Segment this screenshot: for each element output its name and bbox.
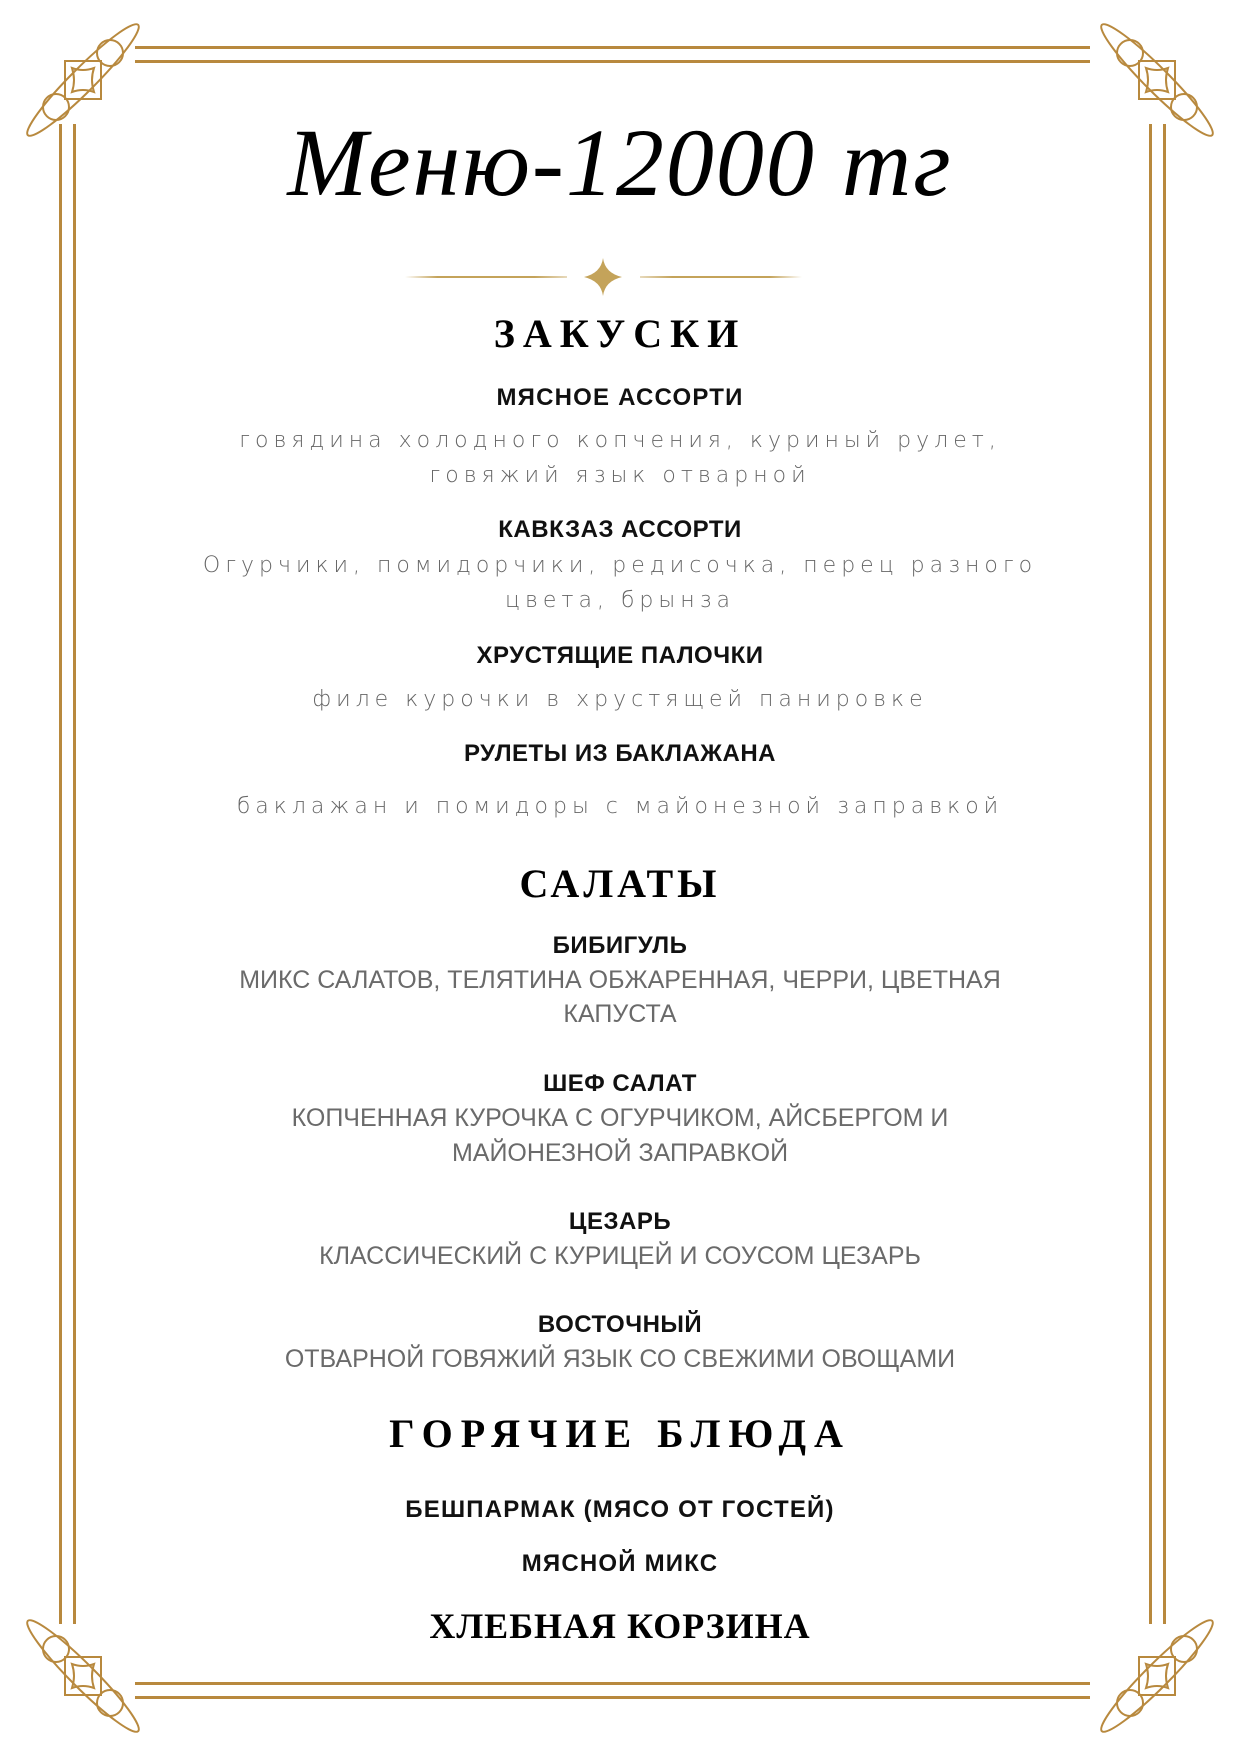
menu-item-desc: КЛАССИЧЕСКИЙ С КУРИЦЕЙ И СОУСОМ ЦЕЗАРЬ bbox=[319, 1242, 921, 1270]
frame-bottom-inner-line bbox=[135, 1682, 1090, 1685]
menu-item-name: БИБИГУЛЬ bbox=[552, 932, 688, 959]
menu-item-desc: баклажан и помидоры с майонезной заправкой bbox=[236, 794, 1004, 819]
menu-item-desc: цвета, брынза bbox=[505, 588, 735, 613]
menu-item-desc: МАЙОНЕЗНОЙ ЗАПРАВКОЙ bbox=[451, 1139, 789, 1167]
four-point-star-icon bbox=[584, 258, 622, 296]
menu-item-name: ЦЕЗАРЬ bbox=[568, 1208, 672, 1235]
menu-item-name: МЯСНОЙ МИКС bbox=[521, 1550, 719, 1577]
menu-item-desc: КОПЧЕННАЯ КУРОЧКА С ОГУРЧИКОМ, АЙСБЕРГОМ И bbox=[291, 1104, 949, 1132]
menu-item-name: КАВКЗАЗ АССОРТИ bbox=[498, 516, 742, 543]
menu-item-name: РУЛЕТЫ ИЗ БАКЛАЖАНА bbox=[463, 740, 776, 767]
frame-top-outer-line bbox=[135, 46, 1090, 49]
bread-basket-heading: ХЛЕБНАЯ КОРЗИНА bbox=[429, 1606, 811, 1646]
menu-item-name: МЯСНОЕ АССОРТИ bbox=[496, 384, 744, 411]
menu-title: Меню-12000 тг bbox=[287, 109, 953, 216]
menu-item-desc: МИКС САЛАТОВ, ТЕЛЯТИНА ОБЖАРЕННАЯ, ЧЕРРИ, ЦВЕТНАЯ bbox=[239, 966, 1001, 994]
menu-item-desc: говядина холодного копчения, куриный рулет, bbox=[239, 428, 1001, 453]
menu-item-desc: филе курочки в хрустящей панировке bbox=[312, 687, 928, 712]
menu-item-name: ШЕФ САЛАТ bbox=[543, 1070, 697, 1097]
menu-item-desc: ОТВАРНОЙ ГОВЯЖИЙ ЯЗЫК СО СВЕЖИМИ ОВОЩАМИ bbox=[284, 1345, 956, 1373]
section-heading-hot-dishes: ГОРЯЧИЕ БЛЮДА bbox=[389, 1411, 851, 1456]
section-heading-appetizers: ЗАКУСКИ bbox=[493, 311, 747, 356]
menu-item-desc: КАПУСТА bbox=[563, 1000, 677, 1028]
divider-line-left bbox=[405, 276, 567, 278]
divider-line-right bbox=[640, 276, 802, 278]
menu-item-name: БЕШПАРМАК (МЯСО ОТ ГОСТЕЙ) bbox=[405, 1496, 835, 1523]
menu-item-desc: Огурчики, помидорчики, редисочка, перец разного bbox=[202, 553, 1038, 578]
frame-bottom-outer-line bbox=[135, 1696, 1090, 1699]
menu-item-desc: говяжий язык отварной bbox=[429, 463, 811, 488]
section-heading-salads: САЛАТЫ bbox=[519, 861, 721, 906]
menu-item-name: ВОСТОЧНЫЙ bbox=[537, 1311, 703, 1338]
menu-item-name: ХРУСТЯЩИЕ ПАЛОЧКИ bbox=[476, 642, 764, 669]
frame-top-inner-line bbox=[135, 60, 1090, 63]
